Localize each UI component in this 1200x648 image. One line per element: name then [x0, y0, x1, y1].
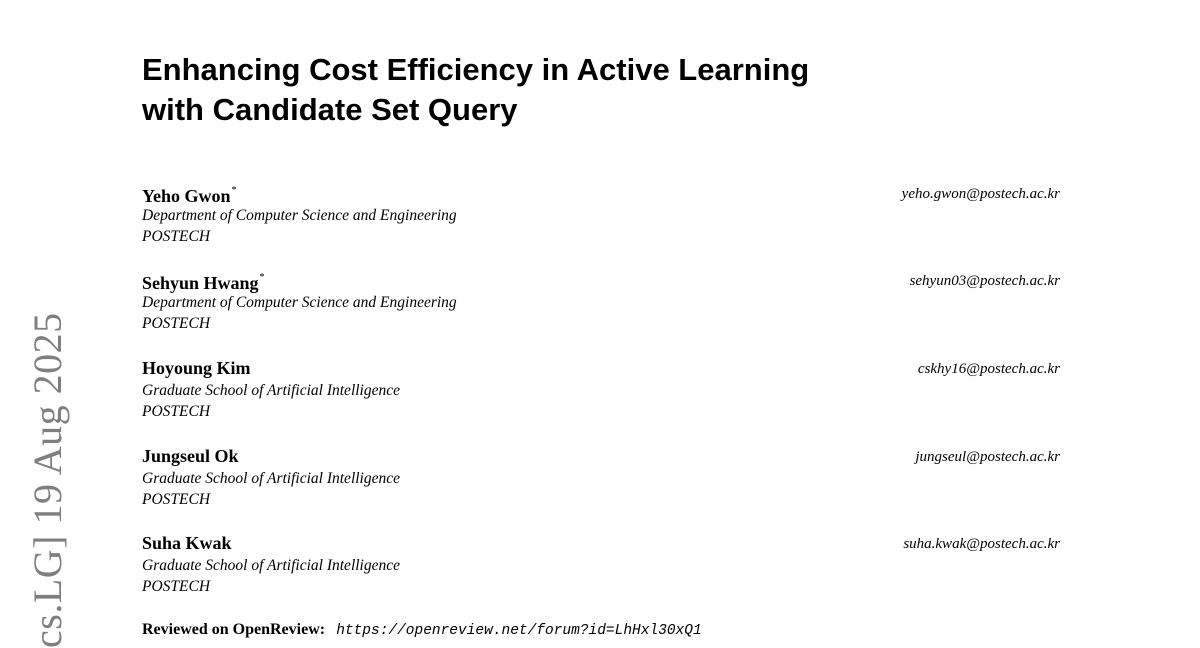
author-name: Hoyoung Kim — [142, 358, 251, 378]
author-block — [142, 269, 1062, 335]
author-institution: POSTECH — [142, 403, 211, 420]
author-institution: POSTECH — [142, 315, 211, 332]
author-email[interactable]: sehyun03@postech.ac.kr — [909, 273, 1060, 289]
author-block — [142, 357, 1062, 423]
openreview-line — [142, 619, 702, 641]
title-line-1: Enhancing Cost Efficiency in Active Learning — [142, 52, 810, 87]
author-institution: POSTECH — [142, 491, 211, 508]
author-department: Graduate School of Artificial Intelligence — [142, 557, 400, 574]
author-name: Sehyun Hwang* — [142, 272, 265, 293]
equal-contribution-mark: * — [231, 185, 237, 196]
author-block — [142, 532, 1062, 598]
paper-title — [142, 50, 902, 130]
author-email[interactable]: cskhy16@postech.ac.kr — [917, 361, 1060, 377]
author-department: Graduate School of Artificial Intelligence — [142, 382, 400, 399]
author-name: Jungseul Ok — [142, 446, 239, 466]
openreview-label: Reviewed on OpenReview: — [142, 621, 326, 638]
title-line-2: with Candidate Set Query — [142, 92, 518, 127]
openreview-link[interactable]: https://openreview.net/forum?id=LhHxl30xQ1 — [336, 623, 702, 639]
author-institution: POSTECH — [142, 578, 211, 595]
author-name: Yeho Gwon* — [142, 185, 237, 206]
author-block — [142, 445, 1062, 511]
author-department: Graduate School of Artificial Intelligence — [142, 470, 400, 487]
arxiv-sidebar-stamp: cs.LG] 19 Aug 2025 — [25, 312, 70, 648]
equal-contribution-mark: * — [259, 272, 265, 283]
author-institution: POSTECH — [142, 228, 211, 245]
author-department: Department of Computer Science and Engineering — [142, 207, 457, 224]
author-block — [142, 182, 1062, 248]
author-name: Suha Kwak — [142, 533, 232, 553]
author-email[interactable]: jungseul@postech.ac.kr — [915, 449, 1060, 465]
author-email[interactable]: suha.kwak@postech.ac.kr — [903, 536, 1060, 552]
author-email[interactable]: yeho.gwon@postech.ac.kr — [901, 186, 1060, 202]
author-department: Department of Computer Science and Engineering — [142, 294, 457, 311]
